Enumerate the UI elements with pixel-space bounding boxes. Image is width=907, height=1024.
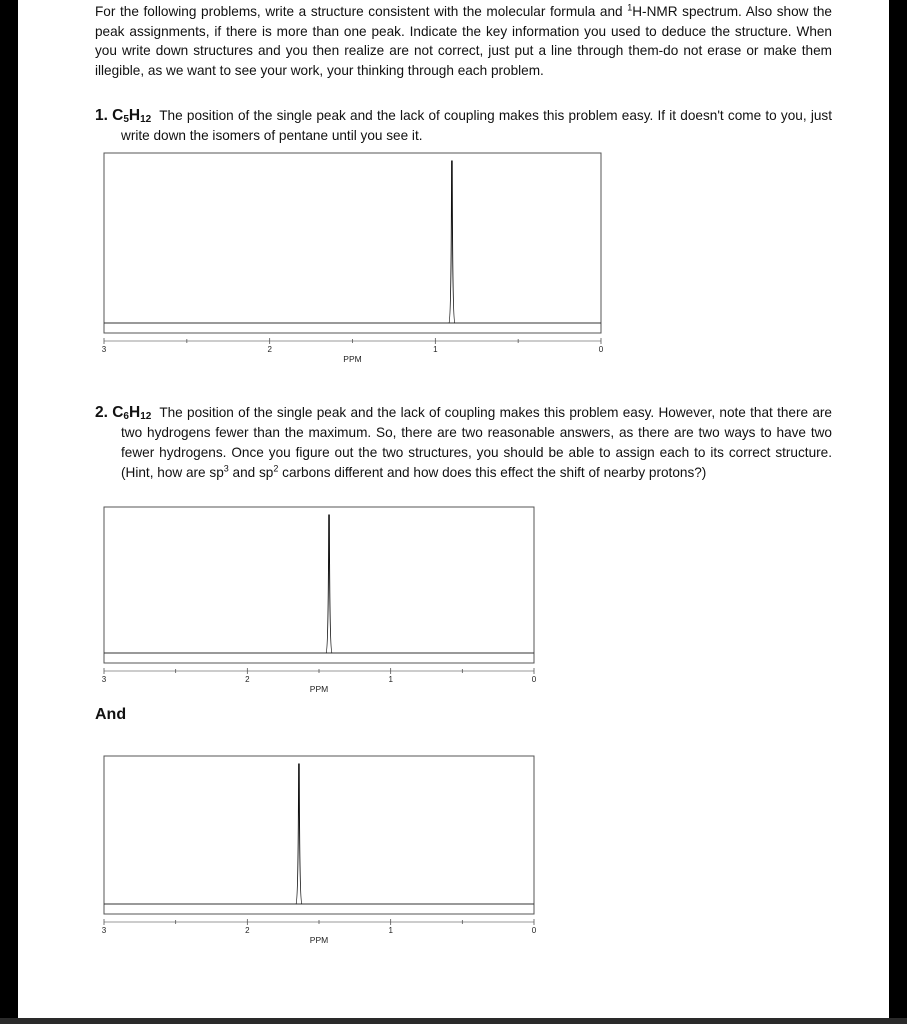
- problem-2-number: 2.: [95, 404, 108, 421]
- x-axis-title: PPM: [309, 684, 329, 694]
- and-label: And: [95, 706, 127, 723]
- plot-frame: [104, 507, 534, 663]
- worksheet-page: [18, 0, 889, 1024]
- nmr-spectrum-3: [103, 755, 535, 950]
- problem-1: [95, 106, 832, 146]
- x-tick-label: 2: [267, 345, 272, 354]
- x-tick-label: 0: [531, 675, 537, 684]
- nmr-spectrum-2: [103, 506, 535, 701]
- x-tick-label: 2: [245, 926, 250, 935]
- x-tick-label: 3: [101, 926, 107, 935]
- x-tick-label: 3: [101, 675, 107, 684]
- x-tick-label: 3: [101, 345, 107, 354]
- x-tick-label: 1: [388, 675, 393, 684]
- nmr-spectrum-1: [103, 152, 603, 372]
- nmr-peak: [449, 161, 455, 323]
- problem-2-text: The position of the single peak and the lack of coupling makes this problem easy. However, note that there are two hydrogens fewer than the maximum. So, there are two reasonable answers, as there are two ways to have two fewer hydrogens. Once you figure out the two structures, you should be able to assign each to its correct structure. (Hint, how are $sp^3$ and $sp^2$ carbons different and how does this effect the shift of nearby protons?): [121, 405, 832, 480]
- problem-2: [95, 403, 832, 483]
- x-tick-label: 0: [598, 345, 604, 354]
- nmr-peak: [326, 515, 332, 653]
- bottom-edge: [0, 1018, 907, 1024]
- plot-frame: [104, 153, 601, 333]
- plot-frame: [104, 756, 534, 914]
- x-tick-label: 1: [433, 345, 438, 354]
- instructions-paragraph: For the following problems, write a structure consistent with the molecular formula and $^1$H-NMR spectrum. Also show the peak assignments, if there is more than one peak. Indicate the key information you used to deduce the structure. When you write down structures and you then realize are not correct, just put a line through them-do not erase or make them illegible, as we want to see your work, your thinking through each problem.: [95, 2, 832, 78]
- problem-2-formula: $C_6H_{12}$: [112, 404, 152, 422]
- problem-1-formula: $C_5H_{12}$: [112, 107, 152, 125]
- problem-1-text: The position of the single peak and the lack of coupling makes this problem easy. If it doesn't come to you, just write down the isomers of pentane until you see it.: [121, 108, 832, 143]
- x-axis-title: PPM: [309, 935, 329, 945]
- x-tick-label: 1: [388, 926, 393, 935]
- x-tick-label: 2: [245, 675, 250, 684]
- x-axis-title: PPM: [343, 354, 362, 364]
- x-tick-label: 0: [531, 926, 537, 935]
- nmr-peak: [296, 764, 302, 904]
- problem-1-number: 1.: [95, 107, 108, 124]
